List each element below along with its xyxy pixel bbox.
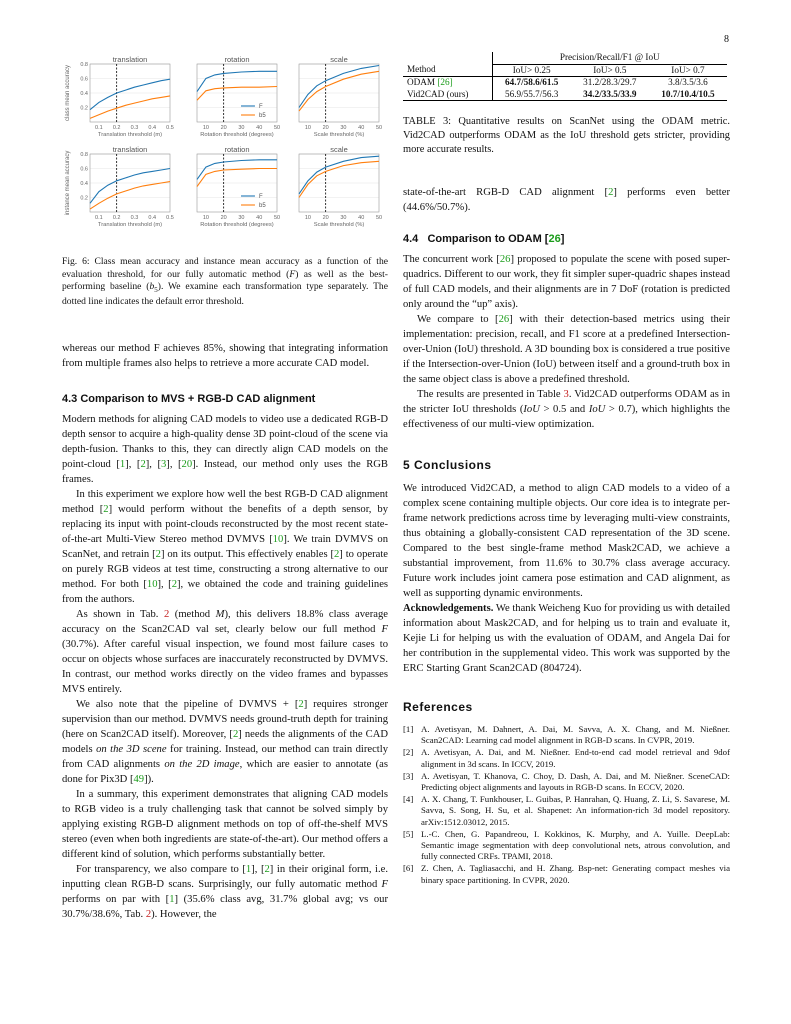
x-tick-label: 20 [322, 125, 329, 131]
references-heading: References [403, 700, 473, 714]
x-tick-label: 50 [375, 215, 383, 221]
series-line-F [90, 79, 170, 110]
series-line-F [197, 71, 277, 91]
x-tick-label: 10 [304, 125, 311, 131]
x-tick-label: 0.3 [130, 125, 139, 131]
chart-panel [80, 145, 173, 228]
x-axis-label: Translation threshold (m) [97, 222, 163, 228]
x-axis-label: Rotation threshold (degrees) [200, 132, 274, 138]
panel-title: rotation [224, 145, 250, 154]
x-tick-label: 0.4 [148, 215, 157, 221]
paragraph-continued: state-of-the-art RGB-D CAD alignment [2] performs even better (44.6%/50.7%). [403, 187, 730, 213]
table-col-iou25: IoU> 0.25 [492, 64, 571, 77]
y-tick-label: 0.4 [80, 181, 88, 187]
x-tick-label: 40 [256, 215, 263, 221]
reference-number: [5] [403, 828, 414, 839]
x-axis-label: Rotation threshold (degrees) [200, 222, 274, 228]
y-tick-label: 0.6 [80, 166, 88, 173]
series-line-b5 [197, 169, 277, 187]
reference-text: L.-C. Chen, G. Papandreou, I. Kokkinos, K. Murphy, and A. Yuille. DeepLab: Semantic image segmentation with deep convolutional nets, atrous convolution, and fully connected CRFs. TPAMI, 2018. [421, 828, 730, 862]
paragraph-4-3-2: In this experiment we explore how well the best RGB-D CAD alignment method [2] would perform without the benefits of a depth sensor, by replacing its input with point-clouds reconstructed by the most recent state-of-the-art Multi-View Stereo method DVMVS [10]. We train DVMVS on ScanNet, and retrain [2] on its output. This effectively enables [2] to operate on purely RGB videos at test time, constructing a strong alternative to our method. For both [10], [2], we obtained the code and training guidelines from the authors. [62, 488, 389, 605]
cell-vid2cad-iou50: 34.2/33.5/33.9 [571, 89, 649, 101]
y-tick-label: 0.2 [80, 105, 88, 112]
series-line-b5 [90, 182, 170, 210]
row-y-axis-label: class mean accuracy [65, 64, 71, 122]
table-3-caption: TABLE 3: Quantitative results on ScanNet using the ODAM metric. Vid2CAD outperforms ODAM as the IoU threshold gets stricter, providing more accurate results. [403, 116, 730, 155]
y-tick-label: 0.8 [80, 152, 88, 158]
acknowledgements-body: We thank Weicheng Kuo for providing us with detailed information about Mask2CAD, and for helping us to train and evaluate it, Kejie Li for helping us with the evaluation of ODAM, and Angela Dai for her contribution in the supplemental video. This work was supported by the ERC Starting Grant Scan2CAD (804724). [403, 603, 730, 674]
x-tick-label: 40 [358, 125, 365, 131]
reference-text: Z. Chen, A. Tagliasacchi, and H. Zhang. Bsp-net: Generating compact meshes via binary space partitioning. In CVPR, 2020. [421, 863, 730, 885]
x-tick-label: 30 [238, 215, 245, 221]
panel-title: translation [112, 55, 148, 64]
table-row [403, 89, 727, 101]
reference-item [403, 863, 730, 885]
table-col-method: Method [407, 64, 436, 75]
y-tick-label: 0.2 [80, 195, 88, 202]
series-line-F [90, 169, 170, 204]
row-y-axis-label: instance mean accuracy [65, 150, 71, 216]
chart-panel [299, 55, 382, 138]
paragraph-conclusions: We introduced Vid2CAD, a method to align CAD models to a video of a complex scene containing multiple objects. Our core idea is to integrate per-frame network predictions across time by leveraging multi-view constraints, thus obtaining a globally-consistent CAD representation of the 3D scene. Compared to the best single-frame method Mask2CAD, we achieve a substantial improvement, from 11.6% to 30.7% class average accuracy. Future work includes joint camera pose estimation and CAD alignment, as well as supporting dynamic environments. [403, 483, 730, 599]
cell-vid2cad-iou25: 56.9/55.7/56.3 [492, 89, 571, 101]
reference-text: A. Avetisyan, T. Khanova, C. Choy, D. Dash, A. Dai, and M. Nießner. SceneCAD: Predicting object alignments and layouts in RGB-D scans. In ECCV, 2020. [421, 770, 730, 793]
y-tick-label: 0.6 [80, 76, 88, 83]
section-4-4-heading: 4.4 Comparison to ODAM [26] [403, 233, 565, 245]
reference-item [403, 794, 730, 828]
paragraph-4-4-2: We compare to [26] with their detection-based metrics using their implementation: precision, recall, and F1 score at a predefined Intersection-over-Union (IoU) threshold. A 3D bounding box is considered a true positive if the Intersection-over-Union (IoU) between itself and a ground-truth box in the same object class is above a predefined threshold. [403, 314, 730, 385]
x-tick-label: 10 [202, 215, 209, 221]
x-tick-label: 0.1 [95, 215, 103, 221]
cell-vid2cad-iou70: 10.7/10.4/10.5 [649, 89, 727, 101]
results-table [403, 52, 727, 101]
legend-label: b5 [259, 203, 266, 209]
reference-number: [6] [403, 863, 414, 874]
legend-label: b5 [259, 113, 266, 119]
section-4-3-heading: 4.3 Comparison to MVS + RGB-D CAD alignment [62, 392, 316, 405]
paragraph-4-3-6: For transparency, we also compare to [1], [2] in their original form, i.e. inputting clean RGB-D scans. Surprisingly, our fully automatic method F performs on par with [1] (35.6% class avg, 31.7% global avg; vs our 30.7%/38.6%, Tab. 2). However, the [62, 863, 388, 920]
right-column [403, 52, 730, 887]
x-tick-label: 30 [340, 215, 347, 221]
series-line-F [299, 66, 379, 108]
table-col-iou70: IoU> 0.7 [671, 64, 705, 75]
acknowledgements-label: Acknowledgements. [403, 603, 494, 614]
paragraph-whereas: whereas our method F achieves 85%, showing that integrating information from multiple frames also helps to retrieve a more accurate CAD model. [62, 342, 388, 369]
chart-panel [80, 55, 173, 138]
x-tick-label: 50 [273, 125, 281, 131]
x-tick-label: 40 [358, 215, 365, 221]
x-tick-label: 30 [238, 125, 245, 131]
panel-title: scale [330, 55, 348, 64]
reference-item [403, 724, 730, 746]
x-tick-label: 0.3 [130, 215, 139, 221]
reference-number: [1] [403, 724, 414, 734]
x-tick-label: 0.2 [112, 125, 121, 131]
left-column [62, 52, 388, 922]
paragraph-4-3-4: We also note that the pipeline of DVMVS + [2] requires stronger supervision than our method. DVMVS needs ground-truth depth for training (here on Scan2CAD itself). Moreover, [2] needs the alignments of the CAD models on the 3D scene for training. Instead, our method can train directly from CAD alignments on the 2D image, which are easier to annotate (as done for Pix3D [49]). [62, 698, 389, 785]
table-col-iou50: IoU> 0.5 [593, 64, 627, 75]
page-number: 8 [724, 34, 729, 45]
chart-panel [299, 145, 382, 228]
paragraph-4-3-5: In a summary, this experiment demonstrates that aligning CAD models to RGB video is a truly challenging task that cannot be solved simply by applying existing RGB-D alignment methods on top of off-the-shelf MVS stereo (even when both ingredients are state-of-the-art). Our method offers a different kind of solution, which performs substantially better. [62, 788, 388, 860]
row-method-vid2cad: Vid2CAD (ours) [403, 89, 492, 101]
x-axis-label: Scale threshold (%) [313, 132, 365, 138]
references-list [403, 724, 730, 886]
reference-number: [2] [403, 747, 414, 758]
x-tick-label: 0.4 [148, 125, 157, 131]
reference-item [403, 771, 730, 793]
table-group-header: Precision/Recall/F1 @ IoU [492, 52, 727, 64]
series-line-b5 [299, 161, 379, 197]
row-method-odam: ODAM [407, 77, 436, 87]
x-tick-label: 30 [340, 125, 347, 131]
x-tick-label: 0.5 [166, 215, 174, 221]
y-tick-label: 0.4 [80, 91, 88, 97]
paragraph-4-3-1: Modern methods for aligning CAD models to video use a dedicated RGB-D depth sensor to acquire a high-quality dense 3D point-cloud of the scene via depth-fusion. Thanks to this, they can directly align CAD models on the point-cloud [1], [2], [3], [20]. Instead, our method only uses the RGB frames. [62, 413, 389, 485]
panel-title: rotation [224, 55, 250, 64]
reference-number: [4] [403, 794, 414, 805]
row-citation: [26] [437, 77, 453, 87]
figure-6-caption: Fig. 6: Class mean accuracy and instance mean accuracy as a function of the evaluation threshold, for our fully automatic method (F) as well as the best-performing baseline $(b_5)$. We examine each transformation type separately. The dotted line indicates the default error threshold. [62, 256, 388, 308]
paragraph-4-4-3: The results are presented in Table 3. Vid2CAD outperforms ODAM as in the stricter IoU thresholds (IoU > 0.5 and IoU > 0.7), which highlights the effectiveness of our multi-view optimization. [403, 389, 730, 430]
figure-6-chart [62, 52, 388, 237]
x-axis-label: Scale threshold (%) [313, 222, 365, 228]
x-tick-label: 10 [304, 215, 311, 221]
series-line-b5 [197, 87, 277, 101]
cell-odam-iou70: 3.8/3.5/3.6 [649, 77, 727, 89]
reference-item [403, 829, 730, 863]
paragraph-4-4-1: The concurrent work [26] proposed to populate the scene with posed super-quadrics. Different to our work, they fit simpler super-quadric shapes instead of full CAD models, and their alignments are in 7 DoF (rotation is predicted only around the “up” axis). [403, 254, 730, 310]
section-5-heading: 5 Conclusions [403, 458, 492, 472]
table-row [403, 77, 727, 89]
x-tick-label: 20 [322, 215, 329, 221]
cell-odam-iou50: 31.2/28.3/29.7 [571, 77, 649, 89]
reference-number: [3] [403, 770, 414, 781]
cell-odam-iou25: 64.7/58.6/61.5 [492, 77, 571, 89]
x-tick-label: 20 [220, 215, 227, 221]
x-tick-label: 20 [220, 125, 227, 131]
x-tick-label: 40 [256, 125, 263, 131]
x-tick-label: 10 [202, 125, 209, 131]
panel-title: scale [330, 145, 348, 154]
reference-text: A. Avetisyan, M. Dahnert, A. Dai, M. Savva, A. X. Chang, and M. Nießner. Scan2CAD: Learning cad model alignment in RGB-D scans. In CVPR, 2019. [421, 724, 730, 746]
chart-panel [197, 145, 280, 228]
x-tick-label: 0.2 [112, 215, 121, 221]
panel-title: translation [112, 145, 148, 154]
x-axis-label: Translation threshold (m) [97, 132, 163, 138]
legend-label: F [259, 104, 263, 110]
y-tick-label: 0.8 [80, 62, 88, 68]
paragraph-acknowledgements [403, 601, 730, 676]
series-line-b5 [90, 96, 170, 119]
reference-item [403, 747, 730, 769]
x-tick-label: 0.5 [166, 125, 174, 131]
chart-panel [197, 55, 280, 138]
legend-label: F [259, 194, 263, 200]
x-tick-label: 0.1 [95, 125, 103, 131]
paragraph-4-3-3: As shown in Tab. 2 (method M), this delivers 18.8% class average accuracy on the Scan2CAD val set, clearly below our full method F (30.7%). After careful visual inspection, we found most failure cases to occur on objects whose surfaces are inaccurately reconstructed by DVMVS. In contrast, our method works directly on the video frames and bypasses MVS entirely. [62, 608, 388, 695]
x-tick-label: 50 [273, 215, 281, 221]
reference-text: A. X. Chang, T. Funkhouser, L. Guibas, P. Hanrahan, Q. Huang, Z. Li, S. Savarese, M. Savva, S. Song, H. Su, et al. Shapenet: An information-rich 3d model repository. arXiv:1512.03012, 2015. [421, 794, 730, 827]
reference-text: A. Avetisyan, A. Dai, and M. Nießner. End-to-end cad model retrieval and 9dof alignment in 3d scans. In ICCV, 2019. [421, 747, 730, 769]
x-tick-label: 50 [375, 125, 383, 131]
